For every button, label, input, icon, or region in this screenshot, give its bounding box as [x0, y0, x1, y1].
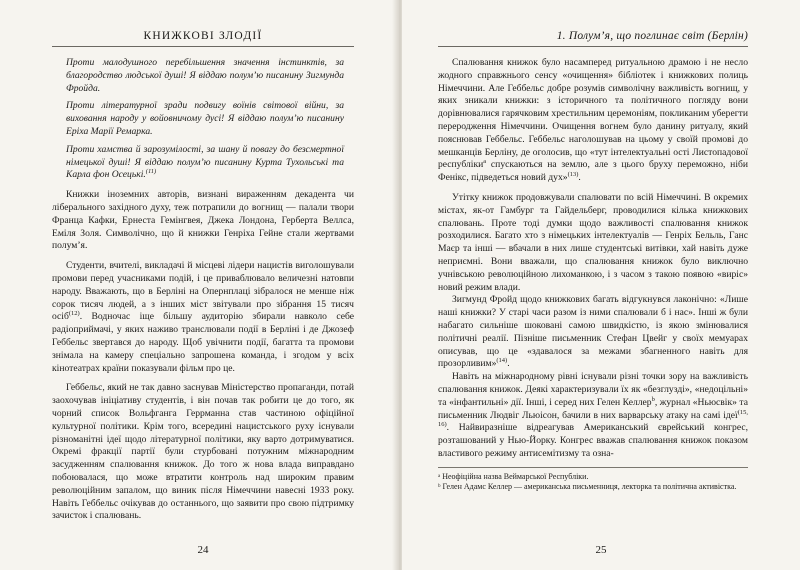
left-paragraph-2-part-b: . Водночас іще більшу аудиторію збирали навколо себе радіоприймачі, у яких наживо транслювали події в Берліні і де Джозеф Геббельс звертався до народу. Щоб увічнити події, багатта та промови знімала на камеру спеціально запрошена команда, і згодом у всіх кінотеатрах країни показували фільм про це. [52, 311, 354, 374]
citation-13: (13) [567, 170, 579, 178]
right-running-head [438, 30, 748, 47]
epigraph-tucholsky [52, 144, 354, 182]
footnotes [438, 467, 748, 493]
chapter-title: Полум’я, що поглинає світ (Берлін) [568, 30, 748, 42]
left-paragraph-2-part-a: Студенти, вчителі, викладачі й місцеві лідери нацистів виголошували промови перед учасниками подій, і це приваблювало величезні натовпи народу. Вважають, що в Берліні на Опернплаці зібралося не менше ніж сорок тисяч людей, а з інших міст звітували про зібрання 15 тисяч осіб [52, 260, 354, 323]
right-paragraph-1-part-b: спускаються на землю, але з цього бруху переможно, ніби Фенікс, підведеться новий дух» [438, 159, 748, 184]
epigraph-freud: Проти малодушного перебільшення значення інстинктів, за благородство людської душі! Я віддаю полум’ю писанину Зигмунда Фройда. [66, 57, 344, 94]
left-paragraph-2 [52, 260, 354, 375]
epigraph-remarque: Проти літературної зради подвигу воїнів світової війни, за виховання народу у войовничому дусі! Я віддаю полум’ю писанину Еріха Марії Ремарка. [66, 100, 344, 137]
left-running-head: КНИЖКОВІ ЗЛОДІЇ [52, 30, 354, 47]
epigraph-tucholsky-text: Проти хамства й зарозумілості, за шану й повагу до безсмертної німецької душі! Я віддаю полум’ю писанину Курта Тухольські та Карла фон Осецькі. [66, 143, 344, 181]
chapter-number: 1. [556, 30, 566, 42]
right-page-number: 25 [595, 544, 607, 556]
left-paragraph-3: Геббельс, який не так давно заснував Міністерство пропаганди, потай заохочував ініціативу студентів, і він почав так робити це до того, як чорний список Вольфганга Геррманна став частиною офіційної культурної політики. Крім того, всередині нацистського руху існували різноманітні ідеї щодо літературної політики, яку варто дотримуватися. Окремі фракції партії були стурбовані потужним міжнародним засудженням спалювання книжок. До того ж нова влада виправдано побоювалася, що може втратити контроль над широким правим революційним запалом, що виник після Німеччини навесні 1933 року. Навіть Геббельс очікував до останнього, що заявити про свою підтримку зачисток і спалювань. [52, 382, 354, 522]
citation-15-16: (15, 16) [438, 408, 748, 429]
right-paragraph-4-part-a: Навіть на міжнародному рівні існували різні точки зору на важливість спалювання книжок. Деякі характеризували їх як «безглузді», «недоцільні» та «інфантильні» дії. Інші, і серед них Гелен Келлер [438, 371, 748, 408]
epigraph-citation: (11) [145, 168, 157, 176]
footnote-mark-a: a [483, 158, 487, 166]
right-paragraph-1-part-a: Спалювання книжок було насамперед ритуальною драмою і не несло жодного справжнього сенсу «очищення» бібліотек і книжкових полиць Німеччини. Але Геббельс добре розумів символічну важливість вогнищ, у яких зникали книжки: з історичного та політичного погляду вони дорівнювалися гарячковим хрестильним церемоніям, покликаним уберегти переродження Німеччини. Очищення вогнем було данину ритуалу, який пояснював Геббельс. Геббельс наголошував на цьому у своїй промові до мешканців Берліну, де оголосив, що «тут інтелектуальні ості Листопадової республіки [438, 57, 748, 171]
footnote-mark-b: b [651, 395, 655, 403]
right-paragraph-4 [438, 371, 748, 461]
right-paragraph-1: Спалювання книжок було насамперед ритуальною драмою і не несло жодного справжнього сенсу «очищення» бібліотек і книжкових полиць Німеччини. Але Геббельс добре розумів символічну важливість вогнищ, у яких зникали книжки: з історичного та політичного погляду вони дорівнювалися гарячковим хрестильним церемоніям, покликаним уберегти переродження Німеччини. Очищення вогнем було данину ритуалу, який пояснював Геббельс. Геббельс наголошував на цьому у своїй промові до мешканців Берліну, де оголосив, що «тут інтелектуальні ості Листопадової республіки$^a$ спускаються на землю, але з цього бруху переможно, ніби Фенікс, підведеться новий дух»$^{(13)}$. [438, 57, 748, 184]
footnote-a: ᵃ Неофіційна назва Веймарської Республіки. [438, 471, 589, 481]
left-paragraph-1: Книжки іноземних авторів, визнані вираженням декадента чи ліберального західного духу, теж потрапили до вогнищ — палали твори Франца Кафки, Ернеста Гемінгвея, Джека Лондона, Герберта Веллса, Еміля Золя. Символічно, що й книжки Генріха Гейне стали жертвами полум’я. [52, 189, 354, 252]
right-paragraph-4-part-c: . Найвиразніше відреагував Американський єврейський конгрес, розташований у Нью-Йорку. Конгрес вважав спалювання книжок показом властивого режиму антисемітизму та озна- [438, 422, 748, 459]
right-paragraph-2: Утітку книжок продовжували спалювати по всій Німеччині. В окремих містах, як-от Гамбург та Гайдельберг, проводилися кілька книжкових спалювань. Проте тоді думки щодо важливості спалювання книжок розходилися. Багато хто з німецьких інтелектуалів — Генріх Бельль, Ганс Маєр та інші — вбачали в них лише студентські витівки, хай навіть дуже неприємні. Вони вважали, що спалювання книжок було виключно учнівською революційною лихоманкою, і з часом з такою появою «виріс» новий режим влади. [438, 191, 748, 293]
right-page [402, 0, 800, 570]
left-page [0, 0, 398, 570]
right-paragraph-4-part-b: , журнал «Ньюсвік» та письменник Людвіг Льюісон, бачили в них варварську атаку на самі ідеї [438, 396, 748, 421]
right-paragraph-3-text: Зигмунд Фройд щодо книжкових багать відгукнувся лаконічно: «Лише наші книжки? У старі часи разом із ними спалювали б і нас». Інші ж були набагато сильніше шоковані самою швидкістю, із якою змінювалися політичні реалії. Пізніше письменник Стефан Цвейг у своїх мемуарах описував, що це «здавалося за межами збагненного навіть для прозорливим» [438, 294, 748, 370]
citation-14: (14) [496, 357, 508, 365]
citation-12: (12) [68, 310, 80, 318]
right-paragraph-3: Зигмунд Фройд щодо книжкових багать відгукнувся лаконічно: «Лише наші книжки? У старі часи разом із ними спалювали б і нас». Інші ж були набагато сильніше шоковані самою швидкістю, із якою змінювалися політичні реалії. Пізніше письменник Стефан Цвейг у своїх мемуарах описував, що це «здавалося за межами збагненного навіть для прозорливим»$^{(14)}$. [438, 294, 748, 370]
footnote-b: ᵇ Гелен Адамс Келлер — американська письменниця, лекторка та політична активістка. [438, 482, 737, 492]
left-page-number: 24 [197, 544, 209, 556]
